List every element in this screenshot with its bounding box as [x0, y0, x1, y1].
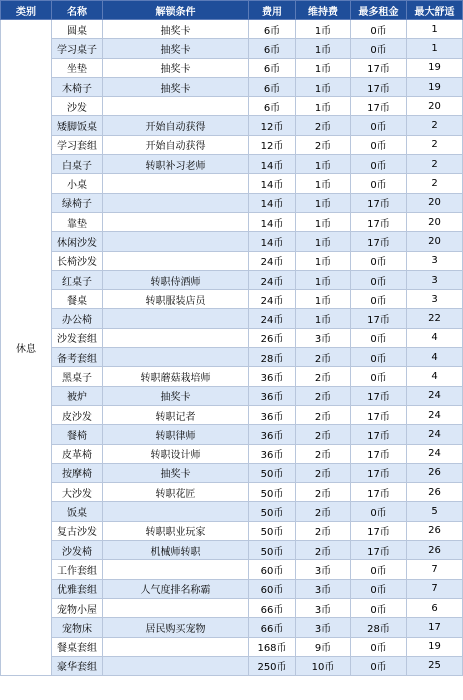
- table-row: [1, 39, 463, 58]
- table-row: [1, 77, 463, 96]
- max-comfort-cell: 19: [407, 77, 463, 96]
- cost-cell: 50币: [249, 541, 296, 560]
- unlock-condition-cell: 抽奖卡: [103, 386, 249, 405]
- category-cell: 休息: [1, 20, 52, 676]
- item-name-cell: 皮沙发: [52, 405, 103, 424]
- cost-cell: 36币: [249, 367, 296, 386]
- max-comfort-cell: 26: [407, 521, 463, 540]
- upkeep-cell: 2币: [296, 502, 351, 521]
- cost-cell: 50币: [249, 483, 296, 502]
- table-row: [1, 20, 463, 39]
- unlock-condition-cell: 转职设计师: [103, 444, 249, 463]
- cost-cell: 6币: [249, 20, 296, 39]
- max-rent-cell: 17币: [351, 58, 407, 77]
- table-row: [1, 386, 463, 405]
- max-rent-cell: 17币: [351, 193, 407, 212]
- max-rent-cell: 17币: [351, 483, 407, 502]
- cost-cell: 168币: [249, 637, 296, 656]
- upkeep-cell: 1币: [296, 97, 351, 116]
- cost-cell: 6币: [249, 58, 296, 77]
- upkeep-cell: 2币: [296, 367, 351, 386]
- item-name-cell: 餐桌: [52, 290, 103, 309]
- unlock-condition-cell: [103, 212, 249, 231]
- header-max-rent: 最多租金: [351, 1, 407, 20]
- table-row: [1, 58, 463, 77]
- unlock-condition-cell: 抽奖卡: [103, 39, 249, 58]
- item-name-cell: 绿椅子: [52, 193, 103, 212]
- item-name-cell: 被炉: [52, 386, 103, 405]
- item-name-cell: 优雅套组: [52, 579, 103, 598]
- max-rent-cell: 28币: [351, 618, 407, 637]
- table-row: [1, 502, 463, 521]
- upkeep-cell: 2币: [296, 348, 351, 367]
- cost-cell: 24币: [249, 270, 296, 289]
- table-row: [1, 483, 463, 502]
- header-row: [1, 1, 463, 20]
- cost-cell: 14币: [249, 193, 296, 212]
- table-row: [1, 444, 463, 463]
- table-row: [1, 135, 463, 154]
- cost-cell: 50币: [249, 463, 296, 482]
- table-row: [1, 367, 463, 386]
- item-name-cell: 坐垫: [52, 58, 103, 77]
- unlock-condition-cell: [103, 656, 249, 675]
- unlock-condition-cell: 转职补习老师: [103, 155, 249, 174]
- max-rent-cell: 17币: [351, 463, 407, 482]
- max-rent-cell: 17币: [351, 444, 407, 463]
- upkeep-cell: 1币: [296, 251, 351, 270]
- cost-cell: 14币: [249, 212, 296, 231]
- upkeep-cell: 1币: [296, 309, 351, 328]
- upkeep-cell: 2币: [296, 463, 351, 482]
- cost-cell: 60币: [249, 560, 296, 579]
- max-rent-cell: 17币: [351, 405, 407, 424]
- unlock-condition-cell: [103, 232, 249, 251]
- table-row: [1, 618, 463, 637]
- max-comfort-cell: 2: [407, 155, 463, 174]
- item-name-cell: 休闲沙发: [52, 232, 103, 251]
- cost-cell: 6币: [249, 97, 296, 116]
- upkeep-cell: 2币: [296, 116, 351, 135]
- upkeep-cell: 3币: [296, 579, 351, 598]
- cost-cell: 60币: [249, 579, 296, 598]
- cost-cell: 6币: [249, 39, 296, 58]
- max-rent-cell: 0币: [351, 290, 407, 309]
- item-name-cell: 圆桌: [52, 20, 103, 39]
- cost-cell: 24币: [249, 290, 296, 309]
- unlock-condition-cell: [103, 309, 249, 328]
- table-row: [1, 598, 463, 617]
- item-name-cell: 按摩椅: [52, 463, 103, 482]
- max-rent-cell: 0币: [351, 135, 407, 154]
- item-name-cell: 沙发套组: [52, 328, 103, 347]
- max-rent-cell: 0币: [351, 20, 407, 39]
- max-rent-cell: 0币: [351, 656, 407, 675]
- item-name-cell: 矮脚饭桌: [52, 116, 103, 135]
- unlock-condition-cell: [103, 560, 249, 579]
- table-row: [1, 348, 463, 367]
- max-comfort-cell: 20: [407, 212, 463, 231]
- cost-cell: 6币: [249, 77, 296, 96]
- upkeep-cell: 9币: [296, 637, 351, 656]
- item-name-cell: 大沙发: [52, 483, 103, 502]
- table-row: [1, 193, 463, 212]
- unlock-condition-cell: 转职职业玩家: [103, 521, 249, 540]
- unlock-condition-cell: 机械师转职: [103, 541, 249, 560]
- cost-cell: 66币: [249, 618, 296, 637]
- cost-cell: 12币: [249, 135, 296, 154]
- max-comfort-cell: 4: [407, 328, 463, 347]
- max-rent-cell: 0币: [351, 116, 407, 135]
- max-rent-cell: 0币: [351, 174, 407, 193]
- item-name-cell: 学习桌子: [52, 39, 103, 58]
- unlock-condition-cell: 转职服装店员: [103, 290, 249, 309]
- max-rent-cell: 17币: [351, 425, 407, 444]
- upkeep-cell: 2币: [296, 425, 351, 444]
- max-comfort-cell: 6: [407, 598, 463, 617]
- item-name-cell: 宠物小屋: [52, 598, 103, 617]
- upkeep-cell: 2币: [296, 135, 351, 154]
- max-rent-cell: 17币: [351, 232, 407, 251]
- item-name-cell: 学习套组: [52, 135, 103, 154]
- header-unlock-condition: 解锁条件: [103, 1, 249, 20]
- upkeep-cell: 2币: [296, 444, 351, 463]
- max-comfort-cell: 22: [407, 309, 463, 328]
- upkeep-cell: 1币: [296, 193, 351, 212]
- max-comfort-cell: 3: [407, 290, 463, 309]
- table-row: [1, 116, 463, 135]
- cost-cell: 14币: [249, 174, 296, 193]
- max-rent-cell: 0币: [351, 560, 407, 579]
- table-row: [1, 251, 463, 270]
- item-name-cell: 皮革椅: [52, 444, 103, 463]
- max-comfort-cell: 24: [407, 405, 463, 424]
- max-rent-cell: 17币: [351, 521, 407, 540]
- header-cost: 费用: [249, 1, 296, 20]
- max-rent-cell: 0币: [351, 348, 407, 367]
- unlock-condition-cell: 转职记者: [103, 405, 249, 424]
- upkeep-cell: 1币: [296, 232, 351, 251]
- cost-cell: 36币: [249, 425, 296, 444]
- table-row: [1, 155, 463, 174]
- table-row: [1, 232, 463, 251]
- table-row: [1, 270, 463, 289]
- max-comfort-cell: 7: [407, 579, 463, 598]
- cost-cell: 24币: [249, 309, 296, 328]
- item-name-cell: 复古沙发: [52, 521, 103, 540]
- table-row: [1, 328, 463, 347]
- max-rent-cell: 17币: [351, 212, 407, 231]
- upkeep-cell: 2币: [296, 541, 351, 560]
- item-name-cell: 豪华套组: [52, 656, 103, 675]
- unlock-condition-cell: 转职侍酒师: [103, 270, 249, 289]
- max-comfort-cell: 2: [407, 174, 463, 193]
- max-rent-cell: 0币: [351, 637, 407, 656]
- item-name-cell: 工作套组: [52, 560, 103, 579]
- cost-cell: 36币: [249, 405, 296, 424]
- unlock-condition-cell: 抽奖卡: [103, 20, 249, 39]
- max-comfort-cell: 26: [407, 463, 463, 482]
- table-row: [1, 290, 463, 309]
- unlock-condition-cell: [103, 598, 249, 617]
- item-name-cell: 备考套组: [52, 348, 103, 367]
- cost-cell: 14币: [249, 232, 296, 251]
- upkeep-cell: 3币: [296, 618, 351, 637]
- upkeep-cell: 2币: [296, 386, 351, 405]
- unlock-condition-cell: [103, 637, 249, 656]
- max-rent-cell: 0币: [351, 502, 407, 521]
- unlock-condition-cell: 转职蘑菇栽培师: [103, 367, 249, 386]
- max-comfort-cell: 2: [407, 116, 463, 135]
- table-row: [1, 541, 463, 560]
- max-comfort-cell: 24: [407, 386, 463, 405]
- table-row: [1, 560, 463, 579]
- cost-cell: 28币: [249, 348, 296, 367]
- item-name-cell: 黑桌子: [52, 367, 103, 386]
- max-rent-cell: 0币: [351, 328, 407, 347]
- cost-cell: 50币: [249, 521, 296, 540]
- unlock-condition-cell: 开始自动获得: [103, 116, 249, 135]
- item-name-cell: 靠垫: [52, 212, 103, 231]
- unlock-condition-cell: [103, 174, 249, 193]
- item-name-cell: 白桌子: [52, 155, 103, 174]
- max-comfort-cell: 24: [407, 425, 463, 444]
- unlock-condition-cell: 转职花匠: [103, 483, 249, 502]
- table-row: [1, 97, 463, 116]
- item-name-cell: 小桌: [52, 174, 103, 193]
- item-name-cell: 饭桌: [52, 502, 103, 521]
- max-rent-cell: 17币: [351, 97, 407, 116]
- max-comfort-cell: 2: [407, 135, 463, 154]
- upkeep-cell: 1币: [296, 20, 351, 39]
- unlock-condition-cell: [103, 193, 249, 212]
- max-comfort-cell: 7: [407, 560, 463, 579]
- max-comfort-cell: 19: [407, 637, 463, 656]
- max-comfort-cell: 3: [407, 270, 463, 289]
- unlock-condition-cell: [103, 328, 249, 347]
- max-comfort-cell: 20: [407, 97, 463, 116]
- max-comfort-cell: 4: [407, 348, 463, 367]
- unlock-condition-cell: 开始自动获得: [103, 135, 249, 154]
- table-row: [1, 656, 463, 675]
- table-body: [1, 20, 463, 676]
- upkeep-cell: 1币: [296, 270, 351, 289]
- upkeep-cell: 10币: [296, 656, 351, 675]
- upkeep-cell: 1币: [296, 155, 351, 174]
- upkeep-cell: 3币: [296, 598, 351, 617]
- max-comfort-cell: 20: [407, 193, 463, 212]
- max-comfort-cell: 24: [407, 444, 463, 463]
- upkeep-cell: 1币: [296, 77, 351, 96]
- unlock-condition-cell: 居民购买宠物: [103, 618, 249, 637]
- item-name-cell: 办公椅: [52, 309, 103, 328]
- cost-cell: 26币: [249, 328, 296, 347]
- unlock-condition-cell: [103, 251, 249, 270]
- max-comfort-cell: 19: [407, 58, 463, 77]
- upkeep-cell: 1币: [296, 39, 351, 58]
- table-row: [1, 637, 463, 656]
- unlock-condition-cell: 抽奖卡: [103, 58, 249, 77]
- cost-cell: 66币: [249, 598, 296, 617]
- upkeep-cell: 1币: [296, 58, 351, 77]
- max-comfort-cell: 5: [407, 502, 463, 521]
- unlock-condition-cell: 抽奖卡: [103, 463, 249, 482]
- cost-cell: 50币: [249, 502, 296, 521]
- cost-cell: 12币: [249, 116, 296, 135]
- item-name-cell: 餐桌套组: [52, 637, 103, 656]
- max-rent-cell: 17币: [351, 77, 407, 96]
- max-rent-cell: 0币: [351, 579, 407, 598]
- upkeep-cell: 2币: [296, 483, 351, 502]
- unlock-condition-cell: 抽奖卡: [103, 77, 249, 96]
- header-max-comfort: 最大舒适: [407, 1, 463, 20]
- upkeep-cell: 2币: [296, 521, 351, 540]
- unlock-condition-cell: [103, 348, 249, 367]
- max-rent-cell: 17币: [351, 309, 407, 328]
- header-category: 类别: [1, 1, 52, 20]
- table-row: [1, 425, 463, 444]
- max-comfort-cell: 17: [407, 618, 463, 637]
- cost-cell: 36币: [249, 386, 296, 405]
- item-name-cell: 宠物床: [52, 618, 103, 637]
- max-rent-cell: 0币: [351, 270, 407, 289]
- table-row: [1, 309, 463, 328]
- item-name-cell: 餐椅: [52, 425, 103, 444]
- upkeep-cell: 1币: [296, 174, 351, 193]
- upkeep-cell: 3币: [296, 560, 351, 579]
- upkeep-cell: 2币: [296, 405, 351, 424]
- max-rent-cell: 0币: [351, 598, 407, 617]
- max-rent-cell: 0币: [351, 251, 407, 270]
- max-rent-cell: 0币: [351, 39, 407, 58]
- unlock-condition-cell: [103, 97, 249, 116]
- cost-cell: 14币: [249, 155, 296, 174]
- upkeep-cell: 1币: [296, 212, 351, 231]
- item-name-cell: 木椅子: [52, 77, 103, 96]
- table-row: [1, 212, 463, 231]
- unlock-condition-cell: [103, 502, 249, 521]
- max-comfort-cell: 26: [407, 483, 463, 502]
- max-comfort-cell: 4: [407, 367, 463, 386]
- table-row: [1, 579, 463, 598]
- table-row: [1, 174, 463, 193]
- item-name-cell: 沙发: [52, 97, 103, 116]
- header-upkeep: 维持费: [296, 1, 351, 20]
- upkeep-cell: 3币: [296, 328, 351, 347]
- max-comfort-cell: 26: [407, 541, 463, 560]
- max-rent-cell: 17币: [351, 386, 407, 405]
- max-rent-cell: 17币: [351, 541, 407, 560]
- item-name-cell: 长椅沙发: [52, 251, 103, 270]
- max-comfort-cell: 1: [407, 39, 463, 58]
- table-row: [1, 521, 463, 540]
- max-rent-cell: 0币: [351, 155, 407, 174]
- upkeep-cell: 1币: [296, 290, 351, 309]
- table-row: [1, 405, 463, 424]
- cost-cell: 24币: [249, 251, 296, 270]
- header-name: 名称: [52, 1, 103, 20]
- item-name-cell: 沙发椅: [52, 541, 103, 560]
- max-comfort-cell: 25: [407, 656, 463, 675]
- cost-cell: 250币: [249, 656, 296, 675]
- max-comfort-cell: 3: [407, 251, 463, 270]
- unlock-condition-cell: 转职律师: [103, 425, 249, 444]
- max-comfort-cell: 20: [407, 232, 463, 251]
- max-rent-cell: 0币: [351, 367, 407, 386]
- max-comfort-cell: 1: [407, 20, 463, 39]
- unlock-condition-cell: 人气度排名称霸: [103, 579, 249, 598]
- table-row: [1, 463, 463, 482]
- cost-cell: 36币: [249, 444, 296, 463]
- item-name-cell: 红桌子: [52, 270, 103, 289]
